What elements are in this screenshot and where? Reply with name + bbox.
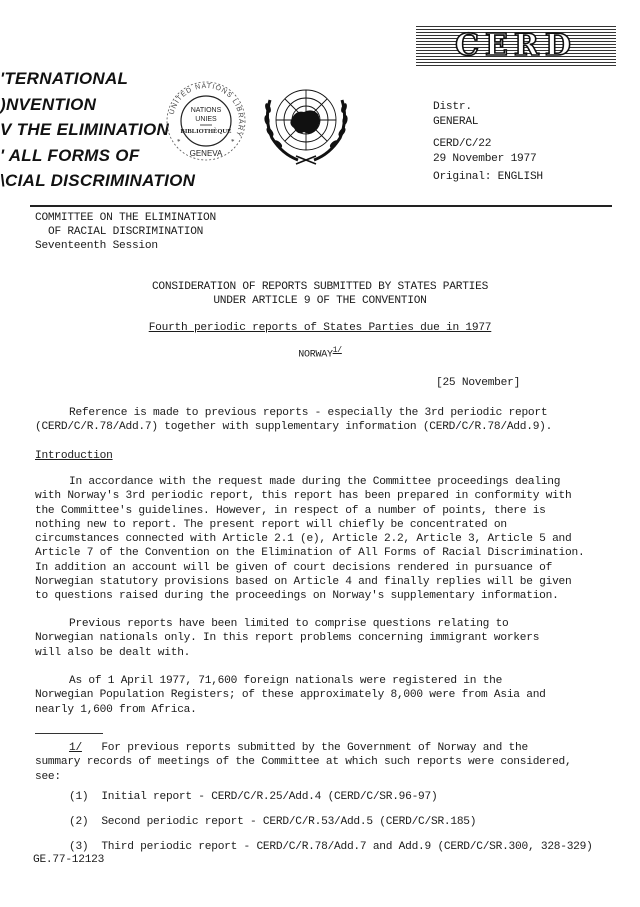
- committee-line: OF RACIAL DISCRIMINATION: [48, 226, 204, 238]
- stamp-line: GENEVA: [189, 149, 223, 158]
- committee-block: [35, 211, 216, 253]
- text-line: 1/ For previous reports submitted by the Government of Norway and the: [69, 742, 528, 754]
- introduction-paragraph: [35, 475, 625, 604]
- footnote-item: (2) Second periodic report - CERD/C/R.53/Add.5 (CERD/C/SR.185): [69, 816, 477, 828]
- svg-text:*: *: [231, 138, 235, 146]
- footnote: [35, 741, 625, 784]
- text-line: to questions raised during the proceedings on Norway's supplementary information.: [35, 590, 559, 603]
- title-line: 'TERNATIONAL: [0, 69, 129, 88]
- un-emblem-icon: [258, 80, 354, 170]
- original-language: Original: ENGLISH: [433, 171, 543, 183]
- text-line: Norwegian Population Registers; of these approximately 8,000 were from Asia and: [35, 689, 546, 702]
- title-line: V THE ELIMINATION: [0, 120, 170, 139]
- document-number: GE.77-12123: [33, 854, 105, 866]
- footnote-item: (3) Third periodic report - CERD/C/R.78/Add.7 and Add.9 (CERD/C/SR.300, 328-329): [69, 841, 593, 853]
- heading-line: UNDER ARTICLE 9 OF THE CONVENTION: [213, 295, 427, 307]
- footnote-divider: [35, 733, 103, 734]
- text-line: summary records of meetings of the Committee at which such reports were considered,: [35, 756, 572, 769]
- text-line: nearly 1,600 from Africa.: [35, 703, 197, 716]
- document-symbol: CERD/C/22: [433, 138, 492, 150]
- country-heading: [0, 346, 640, 360]
- statistics-paragraph: [35, 674, 625, 717]
- text-line: (CERD/C/R.78/Add.7) together with supplementary information (CERD/C/R.78/Add.9).: [35, 421, 553, 434]
- stamp-line: BIBLIOTHÈQUE: [180, 128, 232, 135]
- text-line: circumstances connected with Article 2.1 (e), Article 2.2, Article 3, Article 5 and: [35, 533, 572, 546]
- text-line: nothing new to report. The present report will chiefly be concentrated on: [35, 518, 507, 531]
- previous-reports-paragraph: [35, 617, 625, 660]
- document-heading: [0, 280, 640, 308]
- text-line: Norwegian nationals only. In this report problems concerning immigrant workers: [35, 632, 540, 645]
- stamp-line: NATIONS: [190, 107, 222, 114]
- svg-text:*: *: [177, 138, 181, 146]
- subtitle: [0, 322, 640, 334]
- text-line: with Norway's 3rd periodic report, this report has been prepared in conformity with: [35, 490, 572, 503]
- library-stamp-icon: [165, 80, 247, 162]
- text-line: Reference is made to previous reports - especially the 3rd periodic report: [69, 407, 548, 419]
- reference-paragraph: [35, 406, 625, 435]
- distr-label: Distr.: [433, 101, 472, 113]
- footnote-ref[interactable]: 1/: [332, 346, 342, 355]
- text-line: see:: [35, 770, 61, 783]
- title-line: )NVENTION: [0, 94, 97, 114]
- title-line: \CIAL DISCRIMINATION: [0, 171, 196, 190]
- title-line: ' ALL FORMS OF: [0, 145, 140, 165]
- country-name: NORWAY: [298, 349, 333, 361]
- header-divider: [30, 205, 612, 207]
- cerd-logo: [416, 26, 616, 66]
- text-line: Article 7 of the Convention on the Elimination of All Forms of Racial Discrimination.: [35, 547, 585, 560]
- svg-text:UNITED NATIONS LIBRARY: UNITED NATIONS LIBRARY: [168, 82, 245, 138]
- document-date: 29 November 1977: [433, 152, 537, 165]
- session: Seventeenth Session: [35, 240, 158, 252]
- footnote-marker: 1/: [69, 742, 82, 754]
- heading-line: CONSIDERATION OF REPORTS SUBMITTED BY STATES PARTIES: [151, 281, 489, 293]
- committee-line: COMMITTEE ON THE ELIMINATION: [35, 212, 216, 224]
- footnote-list: [69, 785, 593, 860]
- date-bracket: [25 November]: [436, 377, 521, 389]
- text-line: Norwegian statutory provisions based on Article 4 and finally replies will be given: [35, 576, 572, 589]
- footnote-item: (1) Initial report - CERD/C/R.25/Add.4 (CERD/C/SR.96-97): [69, 791, 438, 803]
- text-line: In addition an account will be given of court decisions rendered in pursuance of: [35, 561, 553, 574]
- text-line: will also be dealt with.: [35, 646, 191, 659]
- text-line: As of 1 April 1977, 71,600 foreign nationals were registered in the: [69, 675, 503, 687]
- cerd-logo-text: CERD: [455, 28, 577, 63]
- text-line: In accordance with the request made during the Committee proceedings dealing: [69, 476, 561, 488]
- text-line: the Committee's guidelines. However, in respect of a number of points, there is: [35, 504, 546, 517]
- distribution-block: [433, 100, 543, 185]
- subtitle-text: Fourth periodic reports of States Parties due in 1977: [148, 322, 492, 334]
- text-line: Previous reports have been limited to comprise questions relating to: [69, 618, 509, 630]
- stamp-line: UNIES: [195, 116, 217, 123]
- introduction-heading: Introduction: [35, 450, 113, 462]
- distr-value: GENERAL: [433, 115, 479, 128]
